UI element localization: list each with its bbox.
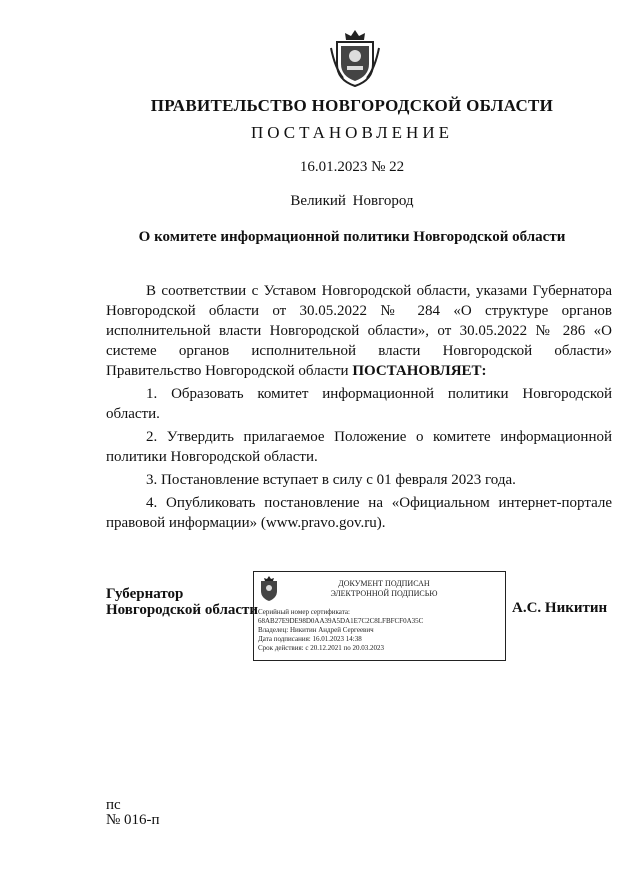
- coat-of-arms-icon: [329, 28, 381, 88]
- stamp-heading-line: ЭЛЕКТРОННОЙ ПОДПИСЬЮ: [330, 589, 438, 598]
- validity: Срок действия: с 20.12.2021 по 20.03.2023: [258, 644, 384, 652]
- footer-line: № 016-п: [106, 812, 160, 828]
- serial-label: Серийный номер сертификата:: [258, 608, 350, 616]
- signatory-position: [106, 586, 258, 618]
- document-body: [106, 281, 612, 533]
- list-item: 4. Опубликовать постановление на «Официальном интернет-портале правовой информации» (www.pravo.gov.ru).: [106, 495, 612, 531]
- government-title: ПРАВИТЕЛЬСТВО НОВГОРОДСКОЙ ОБЛАСТИ: [150, 96, 554, 115]
- preamble-bold: ПОСТАНОВЛЯЕТ:: [352, 363, 487, 379]
- serial-value: 68AB27E9DE98D0AA39A5DA1E7C2C8LFBFCF0A35C: [258, 617, 424, 625]
- signed-date: Дата подписания: 16.01.2023 14:38: [258, 635, 362, 643]
- city: Великий Новгород: [290, 193, 414, 209]
- list-item: 3. Постановление вступает в силу с 01 февраля 2023 года.: [146, 472, 516, 488]
- signatory-name: А.С. Никитин: [512, 600, 608, 616]
- position-line: Губернатор: [106, 586, 184, 602]
- document-type: ПОСТАНОВЛЕНИЕ: [250, 123, 453, 142]
- stamp-heading: [284, 579, 484, 599]
- position-line: Новгородской области: [106, 602, 259, 618]
- footer-note: [106, 798, 160, 828]
- document-subject: О комитете информационной политики Новгородской области: [138, 229, 566, 245]
- preamble-text: В соответствии с Уставом Новгородской области, указами Губернатора Новгородской области от 30.05.2022 № 284 «О структуре органов исполнительной власти Новгородской области», от 30.05.2022 № 286 «О системе органов исполнительной власти Новгородской области» Правительство Новгородской области: [106, 283, 612, 379]
- stamp-heading-line: ДОКУМЕНТ ПОДПИСАН: [338, 579, 430, 588]
- list-item: 2. Утвердить прилагаемое Положение о комитете информационной политики Новгородской области.: [106, 429, 612, 465]
- list-item: 1. Образовать комитет информационной политики Новгородской области.: [106, 386, 612, 422]
- electronic-signature-stamp: [253, 571, 506, 661]
- preamble: [106, 281, 612, 381]
- stamp-emblem-icon: [258, 576, 280, 602]
- owner: Владелец: Никитин Андрей Сергеевич: [258, 626, 374, 634]
- date-number: 16.01.2023 № 22: [299, 159, 405, 175]
- footer-line: пс: [106, 797, 121, 813]
- stamp-details: [258, 608, 503, 653]
